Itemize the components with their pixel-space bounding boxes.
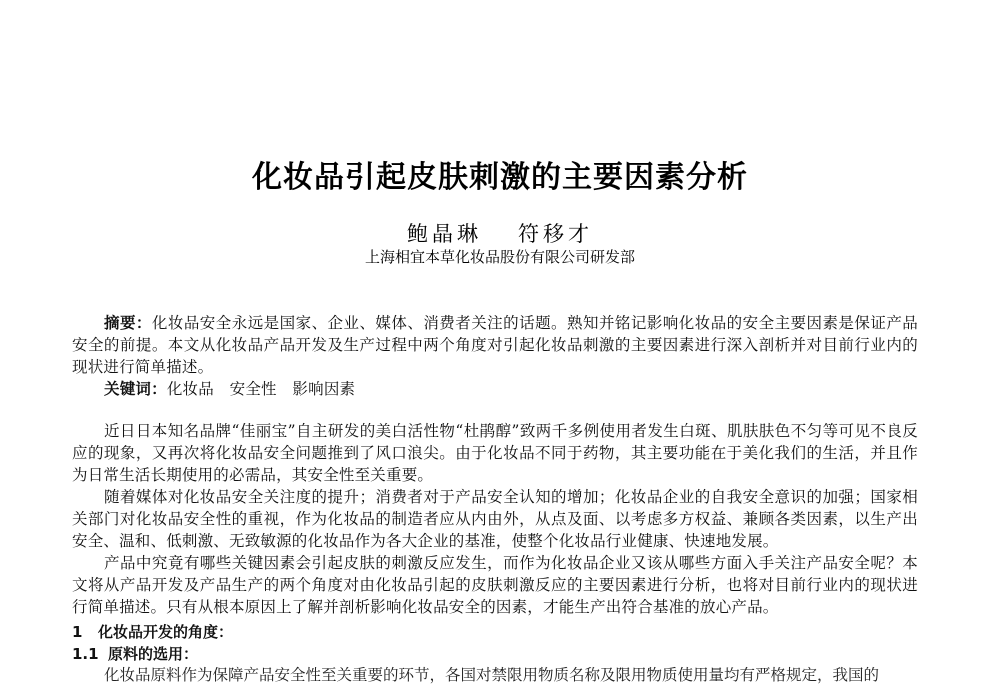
truncated-line: 化妆品原料作为保障产品安全性至关重要的环节，各国对禁限用物质名称及限用物质使用量均有严格规定，我国的 <box>104 666 880 684</box>
affiliation: 上海相宜本草化妆品股份有限公司研发部 <box>364 248 635 266</box>
author-list <box>0 218 1000 248</box>
subsection-number: 1.1 <box>72 645 99 663</box>
subsection-title: 原料的选用： <box>108 645 199 663</box>
section-number: 1 <box>72 623 83 641</box>
paper-title: 化妆品引起皮肤刺激的主要因素分析 <box>252 160 748 195</box>
section-title: 化妆品开发的角度： <box>98 623 234 641</box>
author-name: 鲍晶琳 <box>407 222 482 246</box>
keywords-label: 关键词： <box>104 380 167 398</box>
abstract-label: 摘要： <box>104 314 152 332</box>
author-name: 符移才 <box>518 222 593 246</box>
abstract <box>72 312 918 378</box>
body-paragraph: 随着媒体对化妆品安全关注度的提升；消费者对于产品安全认知的增加；化妆品企业的自我安全意识的加强；国家相关部门对化妆品安全性的重视，作为化妆品的制造者应从内由外，从点及面、以考虑多方权益、兼顾各类因素，以生产出安全、温和、低刺激、无致敏源的化妆品作为各大企业的基准，使整个化妆品行业健康、快速地发展。 <box>72 488 918 550</box>
subsection-heading <box>72 643 198 664</box>
body-paragraph: 近日日本知名品牌“佳丽宝”自主研发的美白活性物“杜鹃醇”致两千多例使用者发生白斑、肌肤肤色不匀等可见不良反应的现象，又再次将化妆品安全问题推到了风口浪尖。由于化妆品不同于药物，其主要功能在于美化我们的生活，并且作为日常生活长期使用的必需品，其安全性至关重要。 <box>72 422 918 484</box>
section-heading <box>72 621 233 642</box>
keywords <box>72 378 918 400</box>
abstract-text: 化妆品安全永远是国家、企业、媒体、消费者关注的话题。熟知并铭记影响化妆品的安全主要因素是保证产品安全的前提。本文从化妆品产品开发及生产过程中两个角度对引起化妆品刺激的主要因素进行深入剖析并对目前行业内的现状进行简单描述。 <box>72 314 918 376</box>
body-paragraph: 产品中究竟有哪些关键因素会引起皮肤的刺激反应发生，而作为化妆品企业又该从哪些方面入手关注产品安全呢？本文将从产品开发及产品生产的两个角度对由化妆品引起的皮肤刺激反应的主要因素进行分析，也将对目前行业内的现状进行简单描述。只有从根本原因上了解并剖析影响化妆品安全的因素，才能生产出符合基准的放心产品。 <box>72 554 918 616</box>
keywords-text: 化妆品 安全性 影响因素 <box>166 380 356 398</box>
